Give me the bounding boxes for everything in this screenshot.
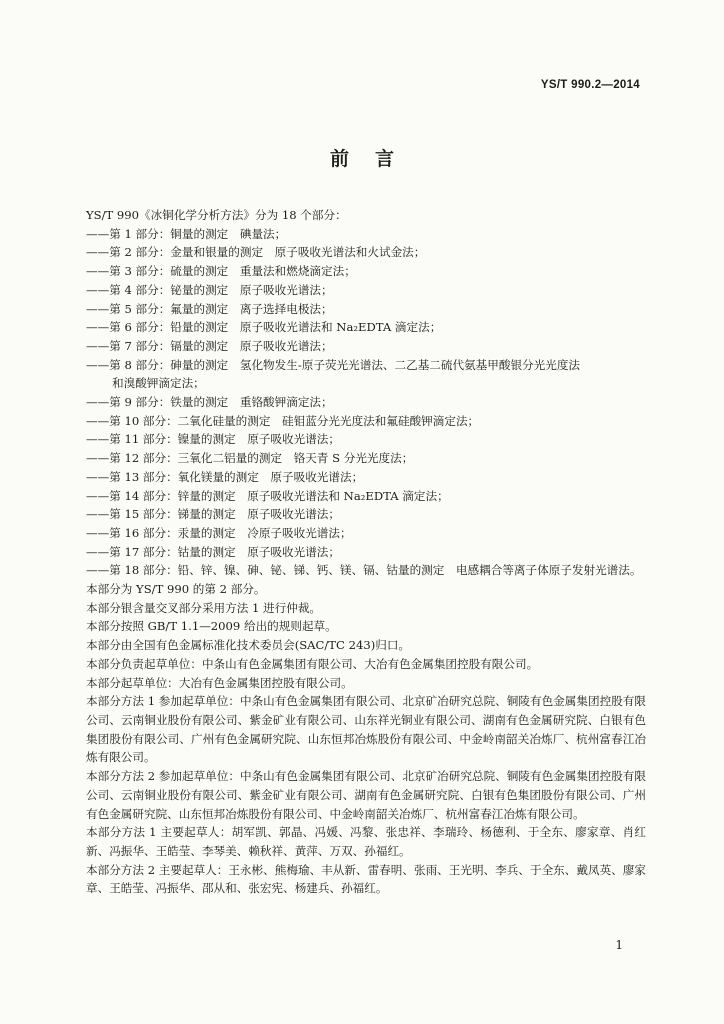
list-item: ——第 9 部分：铁量的测定 重铬酸钾滴定法； [86, 395, 333, 410]
list-item: ——第 2 部分：金量和银量的测定 原子吸收光谱法和火试金法； [86, 245, 426, 260]
list-item: ——第 8 部分：砷量的测定 氢化物发生-原子荧光光谱法、二乙基二硫代氨基甲酸银分光光度法 [86, 357, 581, 372]
list-item: ——第 3 部分：硫量的测定 重量法和燃烧滴定法； [86, 264, 356, 279]
intro-line: YS/T 990《冰铜化学分析方法》分为 18 个部分： [86, 208, 347, 222]
page-number: 1 [615, 938, 623, 952]
list-item: ——第 1 部分：铜量的测定 碘量法； [86, 226, 287, 241]
page-title: 前言 [329, 148, 420, 170]
paragraph: 本部分方法 2 参加起草单位：中条山有色金属集团有限公司、北京矿冶研究总院、铜陵有色金属集团控股有限公司、云南铜业股份有限公司、紫金矿业有限公司、湖南有色金属研究院、白银有色集团股份有限公司、广州有色金属研究院、山东恒邦冶炼股份有限公司、中金岭南韶关冶炼厂、杭州富春江冶炼有限公司。 [86, 769, 646, 821]
paragraph: 本部分为 YS/T 990 的第 2 部分。 [86, 582, 266, 597]
list-item: ——第 17 部分：钴量的测定 原子吸收光谱法； [86, 544, 340, 559]
list-item: ——第 4 部分：铋量的测定 原子吸收光谱法； [86, 282, 333, 297]
list-item: ——第 11 部分：镍量的测定 原子吸收光谱法； [86, 432, 340, 447]
list-item: ——第 15 部分：锑量的测定 原子吸收光谱法； [86, 507, 340, 522]
paragraph: 本部分方法 1 参加起草单位：中条山有色金属集团有限公司、北京矿冶研究总院、铜陵有色金属集团控股有限公司、云南铜业股份有限公司、紫金矿业有限公司、山东祥光铜业有限公司、湖南有色金属研究院、白银有色集团股份有限公司、广州有色金属研究院、山东恒邦冶炼股份有限公司、中金岭南韶关冶炼厂、杭州富春江冶炼有限公司。 [86, 694, 646, 765]
list-item: ——第 13 部分：氧化镁量的测定 原子吸收光谱法； [86, 469, 364, 484]
list-item-continuation: 和溴酸钾滴定法； [112, 376, 205, 391]
document-body [86, 206, 646, 898]
list-item: ——第 14 部分：锌量的测定 原子吸收光谱法和 Na₂EDTA 滴定法； [86, 488, 449, 503]
list-item: ——第 16 部分：汞量的测定 冷原子吸收光谱法； [86, 525, 352, 540]
paragraph: 本部分方法 2 主要起草人：王永彬、熊梅瑜、丰从新、雷春明、张雨、王光明、李兵、于全东、戴凤英、廖家章、王皓莹、冯振华、邵从和、张宏宪、杨建兵、孙福红。 [86, 862, 646, 896]
list-item: ——第 6 部分：铅量的测定 原子吸收光谱法和 Na₂EDTA 滴定法； [86, 320, 442, 335]
list-item: ——第 12 部分：三氧化二铝量的测定 铬天青 S 分光光度法； [86, 451, 414, 466]
paragraph: 本部分方法 1 主要起草人：胡军凯、郭晶、冯媛、冯黎、张忠祥、李瑞玲、杨德利、于全东、廖家章、肖红新、冯振华、王皓莹、李琴美、赖秋祥、黄萍、万双、孙福红。 [86, 825, 646, 858]
paragraph: 本部分负责起草单位：中条山有色金属集团有限公司、大冶有色金属集团控股有限公司。 [86, 656, 539, 671]
list-item: ——第 7 部分：镉量的测定 原子吸收光谱法； [86, 338, 333, 353]
parts-list [86, 225, 646, 580]
paragraph: 本部分由全国有色金属标准化技术委员会(SAC/TC 243)归口。 [86, 638, 411, 653]
list-item: ——第 5 部分：氟量的测定 离子选择电极法； [86, 301, 333, 316]
list-item: ——第 10 部分：二氧化硅量的测定 硅钼蓝分光光度法和氟硅酸钾滴定法； [86, 413, 480, 428]
paragraph: 本部分银含量交叉部分采用方法 1 进行仲裁。 [86, 600, 322, 615]
standard-code: YS/T 990.2—2014 [540, 79, 640, 91]
list-item: ——第 18 部分：铅、锌、镍、砷、铋、锑、钙、镁、镉、钴量的测定 电感耦合等离子体原子发射光谱法。 [86, 563, 642, 578]
paragraph: 本部分按照 GB/T 1.1—2009 给出的规则起草。 [86, 619, 337, 634]
paragraph: 本部分起草单位：大冶有色金属集团控股有限公司。 [86, 675, 353, 690]
